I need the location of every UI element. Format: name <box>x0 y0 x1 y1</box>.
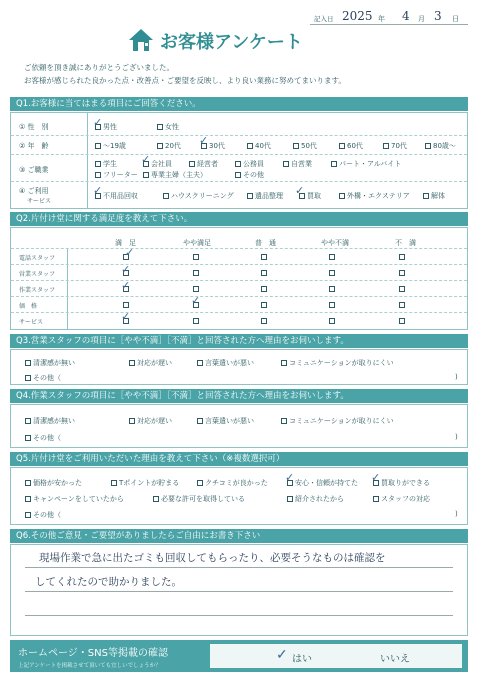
comment-line-2: してくれたので助かりました。 <box>35 576 182 588</box>
age-opt[interactable]: 50代 <box>293 141 317 151</box>
q3-opt[interactable]: 清潔感が無い <box>25 358 75 368</box>
age-label: ② 年 齢 <box>19 142 49 150</box>
q5-opt[interactable]: Tポイントが貯まる <box>111 478 179 488</box>
service-opt[interactable]: 不用品回収 <box>95 191 138 201</box>
q4-opt[interactable]: 言葉遣いが悪い <box>197 416 254 426</box>
q4-box: 清潔感が無い 対応が遅い 言葉遣いが悪い コミュニケーションが取りにくい その他（ ) <box>10 404 468 448</box>
checkmark-icon: ✓ <box>121 279 131 292</box>
checkmark-icon: ✓ <box>276 647 288 663</box>
q5-box: 価格が安かった Tポイントが貯まる クチコミが良かった 安心・信頼が持てた 買取りができる キャンペーンをしていたから 必要な許可を取得している 紹介されたから スタッフの対応 その他（ ) ✓ ✓ <box>10 467 468 525</box>
consent-options <box>210 644 462 668</box>
checkmark-icon: ✓ <box>93 184 103 197</box>
q3-title: Q3.営業スタッフの項目に［やや不満］［不満］と回答された方へ理由をお伺いします。 <box>10 334 468 348</box>
q5-other[interactable]: その他（ <box>25 510 61 520</box>
q4-other[interactable]: その他（ <box>25 433 61 443</box>
q5-opt[interactable]: 必要な許可を取得している <box>153 494 245 504</box>
job-opt[interactable]: フリーター <box>95 170 138 180</box>
date-day: 3 <box>434 9 442 23</box>
age-opt[interactable]: 70代 <box>383 141 407 151</box>
job-opt[interactable]: 会社員 <box>143 159 172 169</box>
intro-line-1: ご依頼を頂き誠にありがとうございました。 <box>24 63 174 72</box>
gender-female[interactable]: 女性 <box>157 122 179 132</box>
house-logo-icon <box>128 28 154 52</box>
date-underline <box>310 24 468 25</box>
q3-other[interactable]: その他（ <box>25 373 61 383</box>
job-opt[interactable]: 専業主婦（主夫） <box>143 170 207 180</box>
page-title: お客様アンケート <box>160 32 303 53</box>
q4-opt[interactable]: 清潔感が無い <box>25 416 75 426</box>
checkmark-icon: ✓ <box>371 471 381 484</box>
job-label: ③ ご職業 <box>19 166 49 174</box>
consent-no[interactable]: いいえ <box>380 654 410 665</box>
date-year: 2025 <box>342 9 373 23</box>
q2-title: Q2.片付け堂に関する満足度を教えて下さい。 <box>10 212 468 226</box>
q1-title: Q1.お客様に当てはまる項目にご回答ください。 <box>10 97 468 111</box>
q4-opt[interactable]: 対応が遅い <box>129 416 172 426</box>
q2-grid: 満 足 やや満足 普 通 やや不満 不 満 電話スタッフ 営業スタッフ 作業スタッフ 価 格 サービス ✓ ✓ ✓ ✓ ✓ <box>10 227 468 330</box>
age-opt[interactable]: 80歳～ <box>425 141 456 151</box>
q5-opt[interactable]: キャンペーンをしていたから <box>25 494 124 504</box>
footer-sub: 上記アンケートを掲載させて頂いても宜しいでしょうか？ <box>18 663 161 669</box>
job-opt[interactable]: 経営者 <box>189 159 218 169</box>
age-opt[interactable]: ～19歳 <box>95 141 126 151</box>
checkmark-icon: ✓ <box>93 116 103 129</box>
age-opt[interactable]: 40代 <box>247 141 271 151</box>
job-opt[interactable]: その他 <box>235 170 264 180</box>
gender-male[interactable]: 男性 <box>95 122 117 132</box>
service-label: ④ ご利用 <box>19 187 49 195</box>
checkmark-icon: ✓ <box>285 471 295 484</box>
q5-opt[interactable]: 買取りができる <box>373 478 430 488</box>
q4-opt[interactable]: コミュニケーションが取りにくい <box>281 416 394 426</box>
job-opt[interactable]: パート・アルバイト <box>331 159 401 169</box>
service-opt[interactable]: 解体 <box>423 191 445 201</box>
q3-opt[interactable]: コミュニケーションが取りにくい <box>281 358 394 368</box>
job-opt[interactable]: 自営業 <box>283 159 312 169</box>
service-opt[interactable]: ハウスクリーニング <box>163 191 234 201</box>
q3-opt[interactable]: 対応が遅い <box>129 358 172 368</box>
job-opt[interactable]: 学生 <box>95 159 117 169</box>
checkmark-icon: ✓ <box>199 134 209 147</box>
checkmark-icon: ✓ <box>295 184 305 197</box>
q5-opt[interactable]: クチコミが良かった <box>197 478 268 488</box>
age-opt[interactable]: 60代 <box>339 141 363 151</box>
q5-opt[interactable]: 価格が安かった <box>25 478 82 488</box>
q5-opt[interactable]: 紹介されたから <box>287 494 344 504</box>
job-opt[interactable]: 公務員 <box>235 159 264 169</box>
q5-title: Q5.片付け堂をご利用いただいた理由を教えて下さい（※複数選択可） <box>10 452 468 466</box>
q6-title: Q6.その他ご意見・ご要望がありましたらご自由にお書き下さい <box>10 529 468 543</box>
date-label: 記入日 <box>314 15 334 23</box>
comment-line-1: 現場作業で急に出たゴミも回収してもらったり、必要そうなものは確認を <box>39 552 386 564</box>
service-opt[interactable]: 買取 <box>299 191 321 201</box>
footer-title: ホームページ・SNS等掲載の確認 <box>18 648 168 659</box>
checkmark-icon: ✓ <box>141 153 151 166</box>
service-opt[interactable]: 外構・エクステリア <box>339 191 410 201</box>
q5-opt[interactable]: 安心・信頼が持てた <box>287 478 358 488</box>
footer-bar <box>10 640 468 672</box>
consent-yes[interactable]: はい <box>292 654 312 665</box>
age-opt[interactable]: 30代 <box>201 141 225 151</box>
date-month: 4 <box>402 9 410 23</box>
q4-title: Q4.作業スタッフの項目に［やや不満］［不満］と回答された方へ理由をお伺いします。 <box>10 389 468 403</box>
q3-opt[interactable]: 言葉遣いが悪い <box>197 358 254 368</box>
checkmark-icon: ✓ <box>121 263 131 276</box>
q6-box <box>10 544 468 636</box>
q1-box: ① 性 別 男性 女性 ✓ ② 年 齢 ～19歳 20代 30代 40代 50代 60代 70代 80歳～ ✓ ③ ご職業 学生 会社員 経営者 公務員 自営業 パート・アルバイト フリーター 専業主婦（主夫） その他 ✓ ④ ご利用 サービス 不用品回収 ハウスクリーニング 遺品整理 買取 外構・エクステリア 解体 ✓ ✓ <box>10 112 468 209</box>
gender-label: ① 性 別 <box>19 123 49 131</box>
intro-line-2: お客様が感じられた良かった点・改善点・ご要望を反映し、より良い業務に努めてまいります。 <box>24 76 346 85</box>
checkmark-icon: ✓ <box>121 310 131 323</box>
service-opt[interactable]: 遺品整理 <box>247 191 283 201</box>
age-opt[interactable]: 20代 <box>157 141 181 151</box>
q5-opt[interactable]: スタッフの対応 <box>373 494 430 504</box>
q3-box: 清潔感が無い 対応が遅い 言葉遣いが悪い コミュニケーションが取りにくい その他（ ) <box>10 349 468 385</box>
checkmark-icon: ✓ <box>191 294 201 307</box>
checkmark-icon: ✓ <box>125 246 135 259</box>
